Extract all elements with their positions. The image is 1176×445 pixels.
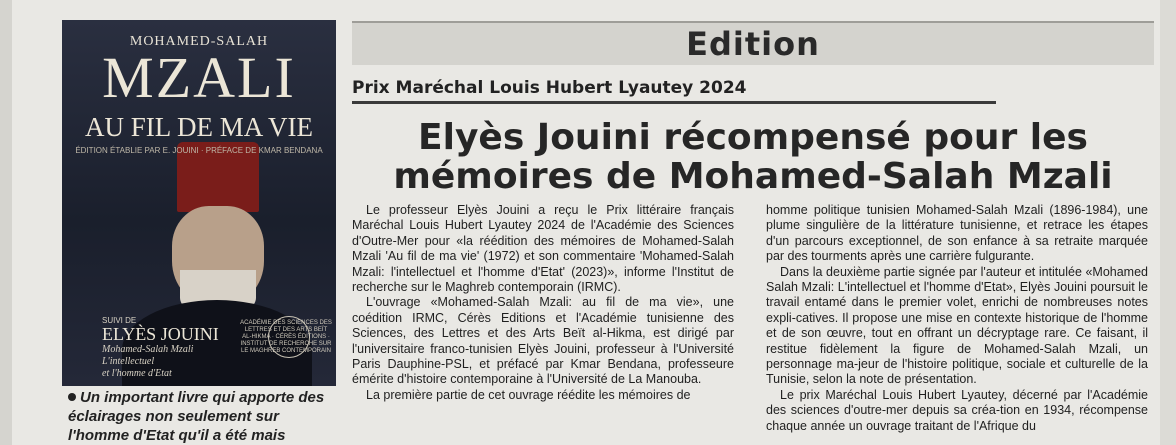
section-title: Edition bbox=[686, 25, 820, 63]
cover-subtitle: AU FIL DE MA VIE bbox=[85, 112, 313, 142]
cover-line-1: Mohamed-Salah Mzali bbox=[102, 344, 194, 355]
cover-author: MOHAMED-SALAH bbox=[129, 34, 269, 49]
paragraph: Le professeur Elyès Jouini a reçu le Prix littéraire français Maréchal Louis Hubert Lyautey 2024 de l'Académie des Sciences d'Outre-Mer pour «la réédition des mémoires de Mohamed-Salah Mzali 'Au fil de ma vie' (1972) et son commentaire 'Mohamed-Salah Mzali: l'intellectuel et l'homme d'Etat' (2023)», informe l'Institut de recherche sur le Maghreb contemporain (IRMC). bbox=[352, 203, 734, 295]
caption-text: Un important livre qui apporte des éclairages non seulement sur l'homme d'Etat qu'il a été mais bbox=[68, 389, 325, 444]
page-edge-right bbox=[1160, 0, 1176, 445]
paragraph: homme politique tunisien Mohamed-Salah Mzali (1896-1984), une plume singulière de la littérature tunisienne, et retrace les étapes d'un parcours exceptionnel, de son enfance à sa retraite marquée par des tourments après une carrière fulgurante. bbox=[766, 203, 1148, 264]
paragraph: L'ouvrage «Mohamed-Salah Mzali: au fil de ma vie», une coédition IRMC, Cérès Editions et l'Académie tunisienne des Sciences, des Lettres et des Arts Beït al-Hikma, est dirigé par l'universitaire franco-tunisien Elyès Jouini, professeur à l'Université Paris Dauphine-PSL, et préfacé par Kmar Bendana, professeure émérite d'histoire contemporaine à l'Université de La Manouba. bbox=[352, 295, 734, 387]
bullet-icon bbox=[68, 393, 76, 401]
cover-title: MZALI bbox=[102, 45, 296, 110]
section-banner bbox=[352, 21, 1154, 65]
cover-line-2: L'intellectuel bbox=[102, 356, 155, 367]
cover-publisher: ACADÉMIE DES SCIENCES DES LETTRES ET DES ARTS BEÏT AL-HIKMA · CÉRÈS ÉDITIONS · INSTITUT DE RECHERCHE SUR LE MAGHREB CONTEMPORAIN bbox=[240, 320, 332, 354]
image-caption bbox=[68, 388, 342, 445]
cover-edition-line: ÉDITION ÉTABLIE PAR E. JOUINI · PRÉFACE DE KMAR BENDANA bbox=[75, 146, 323, 155]
paragraph: La première partie de cet ouvrage réédite les mémoires de bbox=[366, 387, 691, 402]
paragraph: Dans la deuxième partie signée par l'auteur et intitulée «Mohamed Salah Mzali: L'intellectuel et l'homme d'Etat», Elyès Jouini poursuit le travail entamé dans le premier volet, enrichi de nombreuses notes expli-catives. Il propose une mise en contexte historique de l'homme et de son œuvre, tout en offrant un décryptage rare. Ce faisant, il restitue fidèlement la figure de Mohamed-Salah Mzali, un personnage ma-jeur de l'histoire politique, sociale et culturelle de la Tunisie, selon la note de présentation. bbox=[766, 264, 1148, 387]
headline: Elyès Jouini récompensé pour les mémoires de Mohamed-Salah Mzali bbox=[393, 117, 1113, 197]
article-column-2 bbox=[766, 203, 1148, 434]
page-edge-left bbox=[0, 0, 12, 445]
cover-line-3: et l'homme d'Etat bbox=[102, 368, 172, 379]
book-cover-image bbox=[62, 20, 336, 386]
paragraph: Le prix Maréchal Louis Hubert Lyautey, décerné par l'Académie des sciences d'outre-mer depuis sa créa-tion en 1934, récompense chaque année un ouvrage traitant de l'Afrique du bbox=[766, 387, 1148, 433]
kicker-rule bbox=[352, 101, 996, 104]
kicker: Prix Maréchal Louis Hubert Lyautey 2024 bbox=[352, 78, 747, 98]
cover-suivi: SUIVI DE bbox=[102, 316, 137, 325]
article-column-1 bbox=[352, 203, 734, 403]
cover-second-author: ELYÈS JOUINI bbox=[102, 324, 219, 344]
